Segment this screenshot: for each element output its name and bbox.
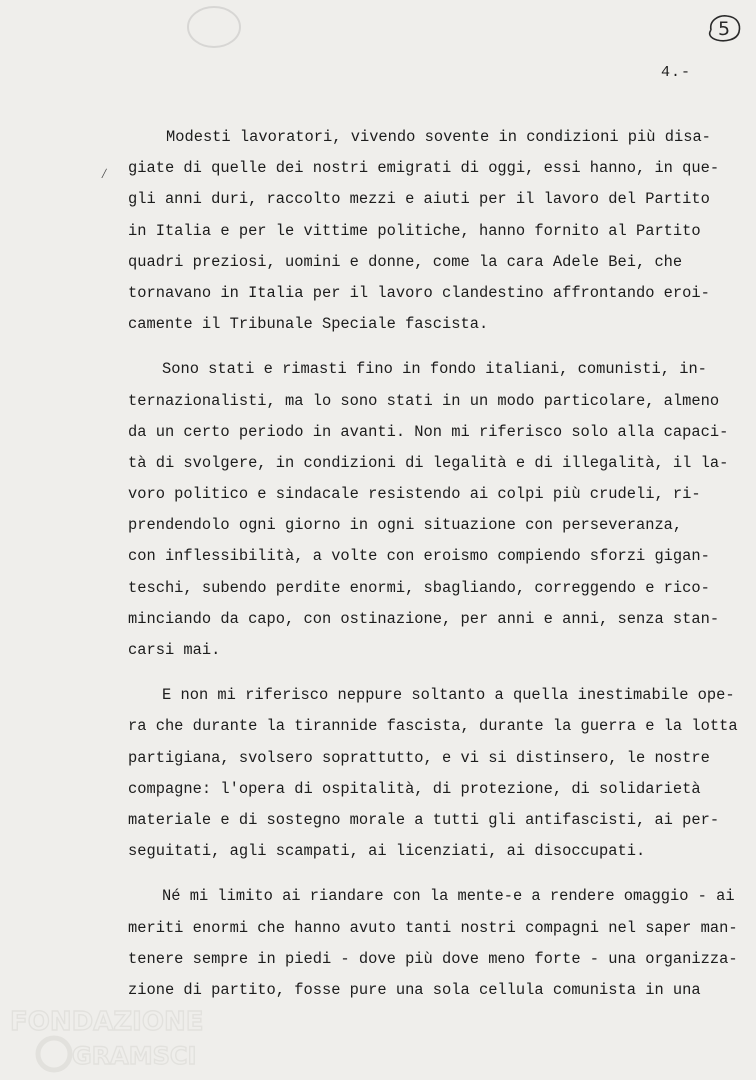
faded-stamp-icon [185, 4, 243, 50]
text-line: Né mi limito ai riandare con la mente-e a rendere omaggio - ai [162, 887, 735, 906]
paragraph-1 [128, 122, 738, 340]
text-line: ra che durante la tirannide fascista, durante la guerra e la lotta [128, 717, 738, 736]
text-line: teschi, subendo perdite enormi, sbagliando, correggendo e rico- [128, 578, 710, 597]
text-line: tornavano in Italia per il lavoro clandestino affrontando eroi- [128, 283, 710, 302]
text-line: prendendolo ogni giorno in ogni situazione con perseveranza, [128, 516, 683, 535]
text-line: E non mi riferisco neppure soltanto a quella inestimabile ope- [162, 686, 735, 705]
text-line: partigiana, svolsero soprattutto, e vi si distinsero, le nostre [128, 748, 710, 767]
text-line: Modesti lavoratori, vivendo sovente in condizioni più disa- [166, 128, 711, 146]
paragraph-3 [128, 680, 738, 867]
text-line: compagne: l'opera di ospitalità, di protezione, di solidarietà [128, 779, 701, 798]
paragraph-4 [128, 881, 738, 1006]
text-line: materiale e di sostegno morale a tutti gli antifascisti, ai per- [128, 810, 720, 829]
text-line: camente il Tribunale Speciale fascista. [128, 315, 489, 334]
typed-page-number: 4.- [661, 64, 692, 81]
text-line: zione di partito, fosse pure una sola cellula comunista in una [128, 980, 701, 999]
text-line: carsi mai. [128, 641, 221, 659]
paragraph-2 [128, 354, 738, 666]
text-line: in Italia e per le vittime politiche, hanno fornito al Partito [128, 221, 701, 240]
handwritten-page-number [705, 12, 743, 44]
margin-mark: ∕ [100, 167, 109, 183]
text-line: minciando da capo, con ostinazione, per anni e anni, senza stan- [128, 609, 720, 628]
text-line: tà di svolgere, in condizioni di legalità e di illegalità, il la- [128, 453, 729, 472]
text-line: Sono stati e rimasti fino in fondo italiani, comunisti, in- [162, 360, 707, 379]
text-line: seguitati, agli scampati, ai licenziati, ai disoccupati. [128, 842, 646, 861]
watermark-line-2: GRAMSCI [72, 1042, 197, 1070]
handwritten-page-number-text: 5 [717, 18, 731, 40]
text-line: gli anni duri, raccolto mezzi e aiuti per il lavoro del Partito [128, 190, 710, 209]
text-line: meriti enormi che hanno avuto tanti nostri compagni nel saper man- [128, 918, 738, 937]
watermark-line-1: FONDAZIONE [10, 1007, 204, 1037]
text-line: tenere sempre in piedi - dove più dove meno forte - una organizza- [128, 949, 738, 968]
text-line: quadri preziosi, uomini e donne, come la cara Adele Bei, che [128, 252, 683, 271]
text-line: giate di quelle dei nostri emigrati di oggi, essi hanno, in que- [128, 159, 720, 178]
text-line: voro politico e sindacale resistendo ai colpi più crudeli, ri- [128, 485, 701, 504]
text-line: da un certo periodo in avanti. Non mi riferisco solo alla capaci- [128, 422, 729, 441]
fondazione-gramsci-watermark [4, 998, 214, 1074]
text-line: con inflessibilità, a volte con eroismo compiendo sforzi gigan- [128, 547, 710, 566]
text-line: ternazionalisti, ma lo sono stati in un modo particolare, almeno [128, 391, 720, 410]
body-text [128, 122, 738, 1020]
